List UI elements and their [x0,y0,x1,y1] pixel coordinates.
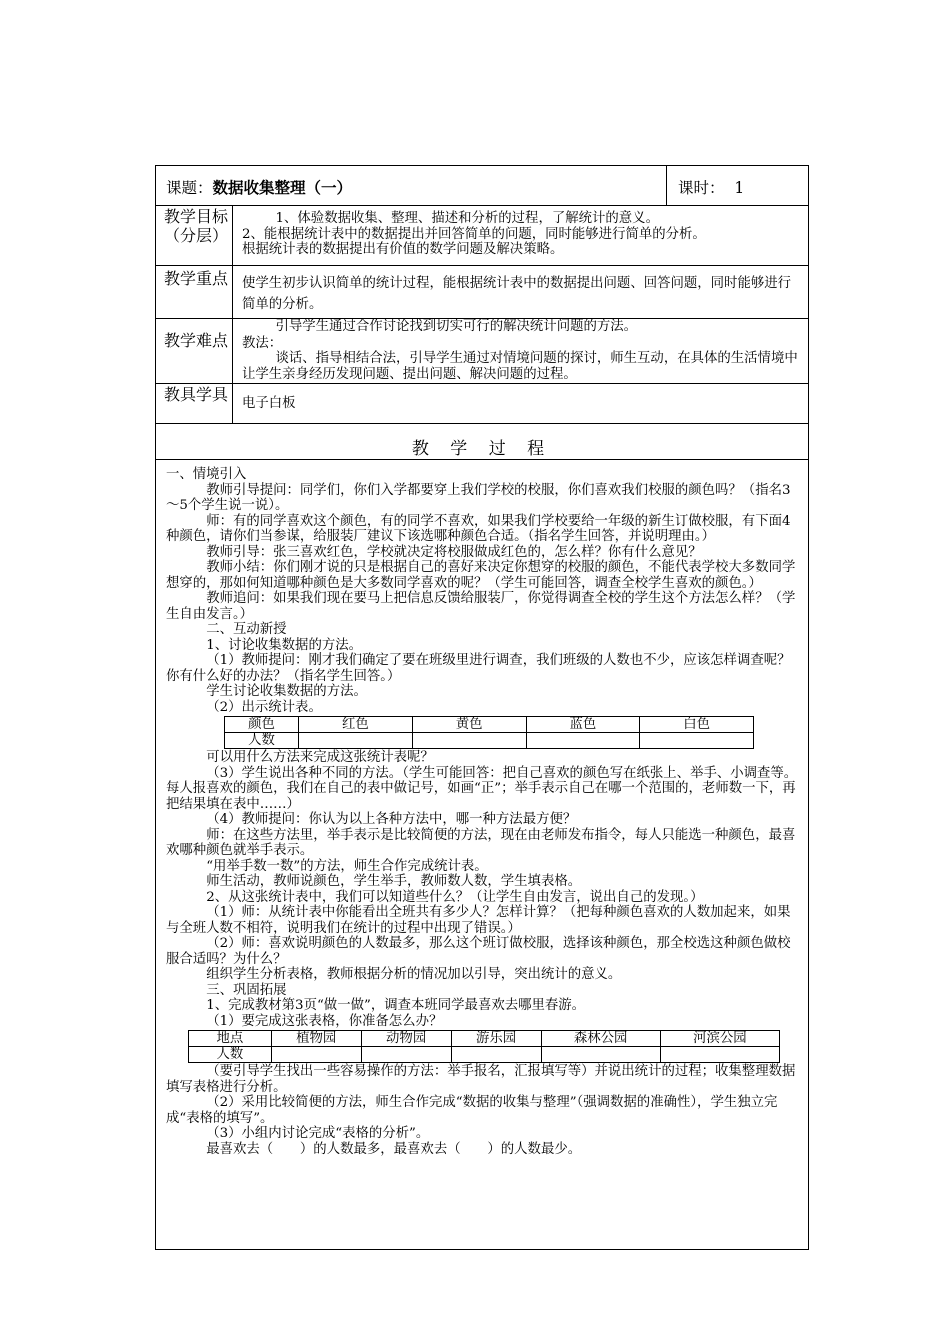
difficulty-label: 教学难点 [164,331,229,350]
table-cell[interactable] [412,733,526,749]
paragraph: 教师追问：如果我们现在要马上把信息反馈给服装厂，你觉得调查全校的学生这个方法怎么样？（学生自由发言。） [166,591,796,622]
lesson-period: 课时： 1 [678,179,745,197]
paragraph: （2）采用比较简便的方法，师生合作完成“数据的收集与整理”（强调数据的准确性），学生独立完成“表格的填写”。 [166,1095,778,1126]
spring-trip-table [188,1030,780,1063]
tools-label: 教具学具 [164,385,229,404]
paragraph: 1、讨论收集数据的方法。 [206,637,363,653]
paragraph: 可以用什么方法来完成这张统计表呢？ [206,750,434,765]
tools-text: 电子白板 [242,396,296,411]
tools-row [156,384,808,424]
table-cell[interactable] [660,1047,779,1063]
topic: 课题：数据收集整理（一） [166,178,353,197]
paragraph: 学生讨论收集数据的方法。 [206,684,367,699]
paragraph: 最喜欢去（ ）的人数最多，最喜欢去（ ）的人数最少。 [206,1141,582,1157]
table-cell[interactable] [541,1047,660,1063]
lesson-plan-table [155,165,809,1250]
table-row [225,733,754,749]
key-row [156,266,808,319]
paragraph: 2、从这张统计表中，我们可以知道些什么？（让学生自由发言，说出自己的发现。） [206,889,704,905]
goal-row [156,206,808,266]
table-row [225,717,754,733]
difficulty-text: 引导学生通过合作讨论找到切实可行的解决统计问题的方法。 教法： 谈话、指导相结合法，引导学生通过对情境问题的探讨，师生互动，在具体的生活情境中让学生亲身经历发现问题、提出问题、解决问题的过程。 [242,319,798,382]
table-cell[interactable] [299,733,413,749]
header-row [156,166,808,206]
table-header-cell: 游乐园 [451,1031,541,1047]
key-text: 使学生初步认识简单的统计过程，能根据统计表中的数据提出问题、回答问题，同时能够进行简单的分析。 [242,276,792,312]
process-body [166,467,802,1157]
table-header-cell: 动物园 [361,1031,451,1047]
goal-label: 教学目标（分层） [164,207,229,245]
key-label: 教学重点 [164,269,229,288]
paragraph: （1）师：从统计表中你能看出全班共有多少人？怎样计算？（把每种颜色喜欢的人数加起来，如果与全班人数不相符，说明我们在统计的过程中出现了错误。） [166,905,791,936]
paragraph: （1）要完成这张表格，你准备怎么办？ [206,1013,443,1029]
paragraph: 师：在这些方法里，举手表示是比较简便的方法，现在由老师发布指令，每人只能选一种颜色，最喜欢哪种颜色就举手表示。 [166,827,796,858]
table-row [189,1031,780,1047]
table-header-cell: 颜色 [225,717,299,733]
section-heading: 一、情境引入 [166,467,247,482]
paragraph: “用举手数一数”的方法，师生合作完成统计表。 [206,858,488,874]
paragraph: （3）小组内讨论完成“表格的分析”。 [206,1126,430,1141]
paragraph: 教师引导提问：同学们，你们入学都要穿上我们学校的校服，你们喜欢我们校服的颜色吗？（指名3～5个学生说一说）。 [166,482,791,513]
section-heading: 二、互动新授 [206,622,287,637]
paragraph: 1、完成教材第3页“做一做”，调查本班同学最喜欢去哪里春游。 [206,998,586,1013]
table-header-cell: 地点 [189,1031,272,1047]
difficulty-row [156,319,808,384]
paragraph: 教师小结：你们刚才说的只是根据自己的喜好来决定你想穿的校服的颜色，不能代表学校大多数同学想穿的，那如何知道哪种颜色是大多数同学喜欢的呢？（学生可能回答，调查全校学生喜欢的颜色。） [166,560,796,591]
table-cell[interactable] [526,733,640,749]
table-cell[interactable] [451,1047,541,1063]
table-header-cell: 白色 [640,717,754,733]
process-title: 教 学 过 程 [411,439,553,459]
table-cell[interactable] [361,1047,451,1063]
paragraph: 组织学生分析表格，教师根据分析的情况加以引导，突出统计的意义。 [206,967,622,982]
paragraph: 师：有的同学喜欢这个颜色，有的同学不喜欢，如果我们学校要给一年级的新生订做校服，有下面4种颜色，请你们当参谋，给服装厂建议下该选哪种颜色合适。（指名学生回答，并说明理由。） [166,513,791,544]
table-header-cell: 红色 [299,717,413,733]
paragraph: 师生活动，教师说颜色，学生举手，教师数人数，学生填表格。 [206,874,582,889]
table-row [189,1047,780,1063]
goal-text: 1、体验数据收集、整理、描述和分析的过程，了解统计的意义。 2、能根据统计表中的数据提出并回答简单的问题，同时能够进行简单的分析。 根据统计表的数据提出有价值的数学问题及解决策略。 [242,211,706,257]
table-header-cell: 森林公园 [541,1031,660,1047]
table-row-label: 人数 [189,1047,272,1063]
paragraph: （4）教师提问：你认为以上各种方法中，哪一种方法最方便？ [206,812,577,827]
color-stat-table [224,716,754,749]
paragraph: 教师引导：张三喜欢红色，学校就决定将校服做成红色的，怎么样？你有什么意见？ [206,544,702,560]
table-header-cell: 河滨公园 [660,1031,779,1047]
table-header-cell: 黄色 [412,717,526,733]
table-header-cell: 蓝色 [526,717,640,733]
table-cell[interactable] [271,1047,361,1063]
paragraph: （2）出示统计表。 [206,699,322,715]
paragraph: （要引导学生找出一些容易操作的方法：举手报名，汇报填写等）并说出统计的过程；收集整理数据填写表格进行分析。 [166,1064,796,1095]
table-row-label: 人数 [225,733,299,749]
table-header-cell: 植物园 [271,1031,361,1047]
section-heading: 三、巩固拓展 [206,982,287,998]
table-cell[interactable] [640,733,754,749]
paragraph: （3）学生说出各种不同的方法。（学生可能回答：把自己喜欢的颜色写在纸张上、举手、小调查等。每人报喜欢的颜色，我们在自己的表中做记号，如画“正”；举手表示自己在哪一个范围的，老师数一下，再把结果填在表中……） [166,765,798,812]
paragraph: （1）教师提问：刚才我们确定了要在班级里进行调查，我们班级的人数也不少，应该怎样调查呢？你有什么好的办法？（指名学生回答。） [166,653,791,684]
paragraph: （2）师：喜欢说明颜色的人数最多，那么这个班订做校服，选择该种颜色，那全校选这种颜色做校服合适吗？为什么？ [166,936,791,967]
